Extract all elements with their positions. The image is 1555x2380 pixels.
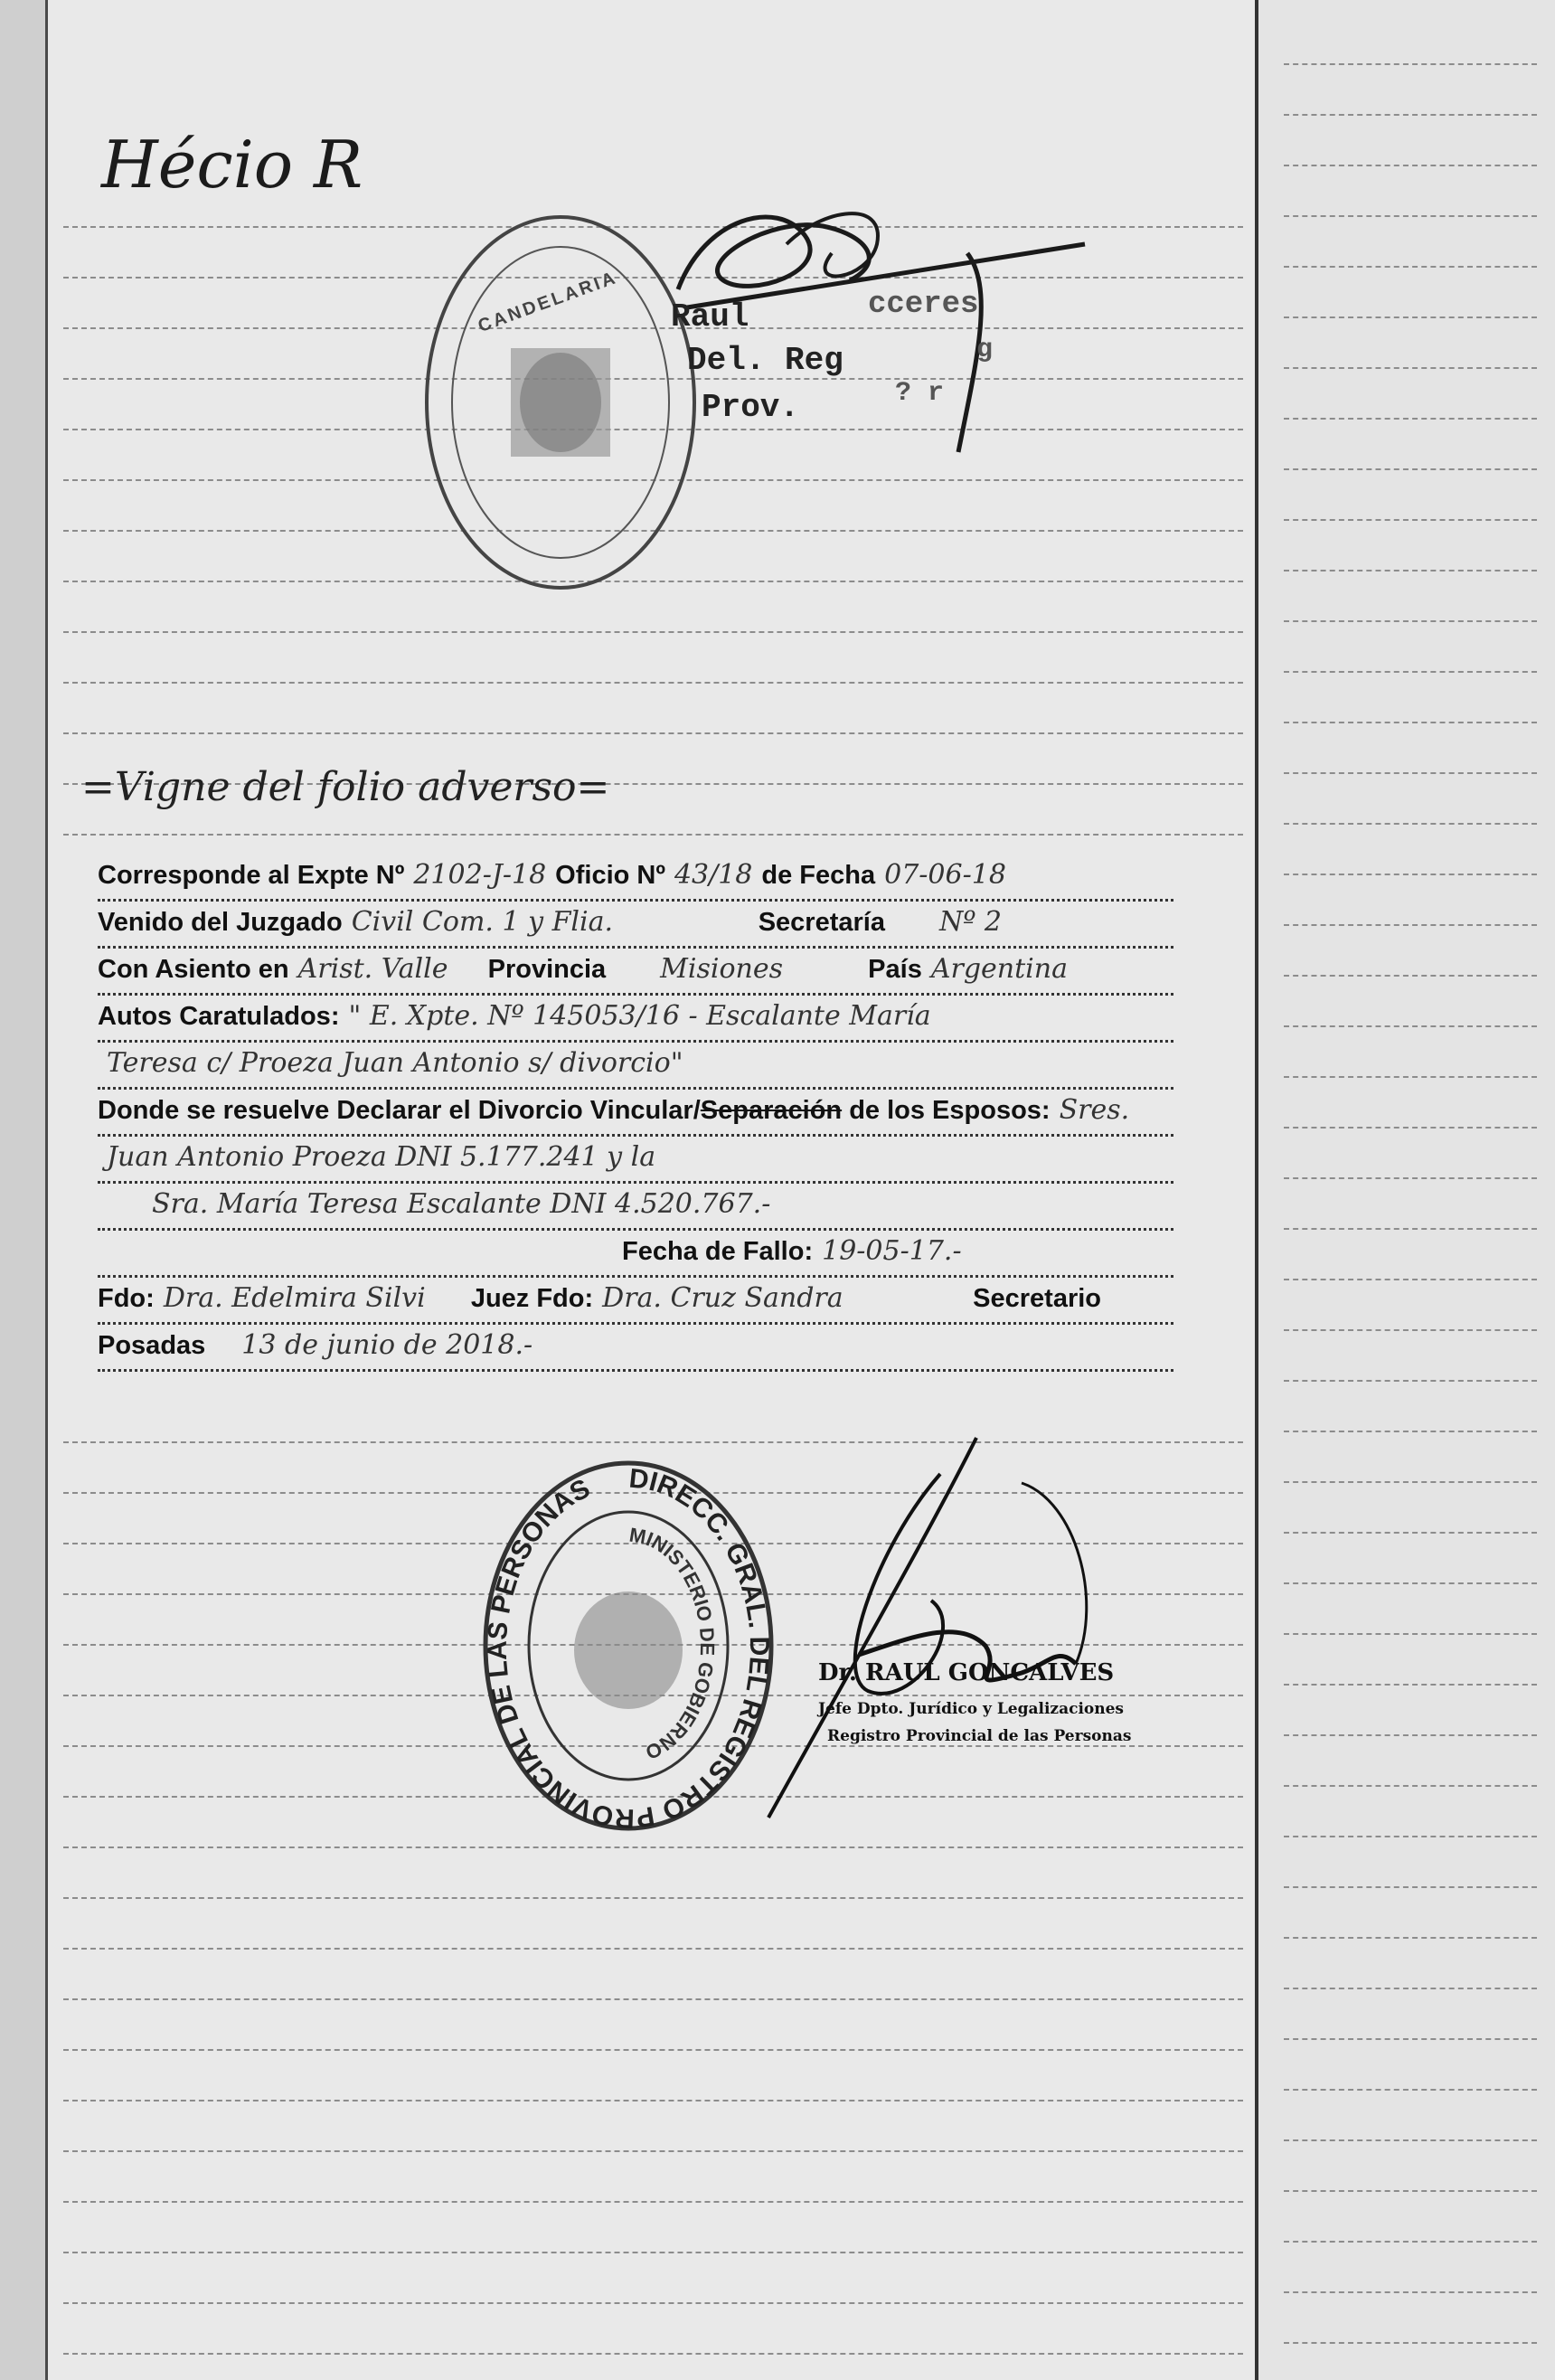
ruled-line [63, 2049, 1243, 2051]
margin-ruled-line [1284, 1329, 1537, 1331]
autos-label: Autos Caratulados: [98, 1002, 340, 1031]
fallo-label: Fecha de Fallo: [622, 1237, 814, 1266]
form-line-fallo [98, 1235, 1173, 1278]
pais-value: Argentina [930, 953, 1068, 985]
pais-label: País [868, 955, 922, 984]
form-line-asiento [98, 953, 1173, 996]
form-line-expte [98, 859, 1173, 902]
esposos-value-1: Juan Antonio Proeza DNI 5.177.241 y la [107, 1141, 656, 1173]
margin-ruled-line [1284, 1886, 1537, 1888]
provincia-value: Misiones [660, 953, 784, 985]
margin-ruled-line [1284, 570, 1537, 571]
fdo-value: Dra. Edelmira Silvi [163, 1282, 426, 1314]
ruled-line [63, 2100, 1243, 2101]
secretario-label: Secretario [973, 1284, 1102, 1313]
margin-ruled-line [1284, 1836, 1537, 1837]
margin-ruled-line [1284, 519, 1537, 521]
margin-ruled-line [1284, 316, 1537, 318]
margin-ruled-line [1284, 1988, 1537, 1989]
ruled-line [63, 834, 1243, 836]
margin-ruled-line [1284, 1177, 1537, 1179]
margin-ruled-line [1284, 1431, 1537, 1432]
margin-ruled-line [1284, 2190, 1537, 2192]
ruled-line [63, 732, 1243, 734]
margin-ruled-line [1284, 1127, 1537, 1129]
provincia-label: Provincia [487, 955, 607, 984]
margin-ruled-line [1284, 823, 1537, 825]
asiento-label: Con Asiento en [98, 955, 289, 984]
ruled-line [63, 2302, 1243, 2304]
typed-fragment-1: cceres [868, 288, 979, 322]
margin-ruled-line [1284, 1279, 1537, 1280]
margin-ruled-line [1284, 63, 1537, 65]
margin-ruled-line [1284, 722, 1537, 723]
margin-ruled-line [1284, 2038, 1537, 2040]
margin-divider [1255, 0, 1258, 2380]
fdo-label: Fdo: [98, 1284, 155, 1313]
juzgado-label: Venido del Juzgado [98, 908, 343, 937]
typed-fragment-3: ? r [895, 378, 945, 409]
margin-ruled-line [1284, 1076, 1537, 1078]
margin-ruled-line [1284, 1532, 1537, 1534]
form-line-fdo [98, 1282, 1173, 1325]
autos-value-2: Teresa c/ Proeza Juan Antonio s/ divorcio" [107, 1047, 683, 1079]
margin-ruled-line [1284, 1633, 1537, 1635]
donde-label-1: Donde se resuelve Declarar el Divorcio Vincular/ [98, 1096, 701, 1125]
ruled-line [63, 1846, 1243, 1848]
margin-ruled-line [1284, 924, 1537, 926]
fecha-value: 07-06-18 [884, 859, 1006, 891]
ruled-line [63, 682, 1243, 684]
ruled-line [63, 631, 1243, 633]
margin-ruled-line [1284, 772, 1537, 774]
autos-value-1: " E. Xpte. Nº 145053/16 - Escalante María [348, 1000, 931, 1032]
margin-ruled-line [1284, 165, 1537, 166]
seal-center-label: CANDELARIA [475, 267, 620, 337]
ruled-line [63, 1897, 1243, 1899]
margin-ruled-line [1284, 874, 1537, 875]
margin-ruled-line [1284, 1937, 1537, 1939]
margin-ruled-line [1284, 1785, 1537, 1787]
expte-label: Corresponde al Expte Nº [98, 861, 405, 890]
registry-seal-bottom [479, 1456, 778, 1836]
ruled-line [63, 2201, 1243, 2203]
seal-ring-text: DIRECC. GRAL. DEL REGISTRO PROVINCIAL DE LAS PERSONAS [482, 1463, 775, 1834]
right-margin-column [1258, 0, 1555, 2380]
oficio-value: 43/18 [674, 859, 753, 891]
margin-ruled-line [1284, 2241, 1537, 2243]
posadas-label: Posadas [98, 1331, 206, 1360]
handwritten-annotation-top: Hécio R [101, 127, 363, 203]
secretaria-value: Nº 2 [938, 906, 1002, 938]
ruled-line [63, 1948, 1243, 1950]
secretaria-label: Secretaría [758, 908, 885, 937]
margin-ruled-line [1284, 2089, 1537, 2091]
donde-value-0: Sres. [1059, 1094, 1130, 1126]
donde-label-2: de los Esposos: [849, 1096, 1051, 1125]
form-line-autos-2 [98, 1047, 1173, 1090]
ruled-line [63, 2252, 1243, 2253]
signatory-title-2: Registro Provincial de las Personas [827, 1727, 1132, 1745]
margin-ruled-line [1284, 1481, 1537, 1483]
margin-ruled-line [1284, 1684, 1537, 1686]
margin-ruled-line [1284, 2139, 1537, 2141]
margin-ruled-line [1284, 418, 1537, 420]
typed-line-2: Del. Reg [687, 342, 843, 379]
ruled-line [63, 1998, 1243, 2000]
fallo-value: 19-05-17.- [822, 1235, 962, 1267]
donde-label-strike: Separación [700, 1096, 843, 1125]
ruled-line [63, 2353, 1243, 2355]
asiento-value: Arist. Valle [297, 953, 448, 985]
form-line-esposos-2 [98, 1188, 1173, 1231]
margin-ruled-line [1284, 620, 1537, 622]
ruled-line [63, 2150, 1243, 2152]
oficio-label: Oficio Nº [555, 861, 665, 890]
fecha-label: de Fecha [761, 861, 876, 890]
handwritten-note: =Vigne del folio adverso= [81, 764, 610, 810]
expte-value: 2102-J-18 [413, 859, 547, 891]
juzgado-value: Civil Com. 1 y Flia. [351, 906, 613, 938]
registry-seal-top [420, 212, 701, 592]
margin-ruled-line [1284, 1582, 1537, 1584]
margin-ruled-line [1284, 1380, 1537, 1382]
margin-ruled-line [1284, 671, 1537, 673]
margin-ruled-line [1284, 975, 1537, 977]
form-line-autos [98, 1000, 1173, 1043]
form-line-esposos-1 [98, 1141, 1173, 1184]
form-line-posadas [98, 1329, 1173, 1372]
margin-ruled-line [1284, 468, 1537, 470]
posadas-value: 13 de junio de 2018.- [241, 1329, 533, 1361]
margin-ruled-line [1284, 367, 1537, 369]
signatory-name: Dr. RAUL GONCALVES [818, 1659, 1115, 1686]
page-left-edge [0, 0, 48, 2380]
margin-ruled-line [1284, 1025, 1537, 1027]
margin-ruled-line [1284, 1734, 1537, 1736]
juez-value: Dra. Cruz Sandra [602, 1282, 843, 1314]
margin-ruled-line [1284, 2291, 1537, 2293]
margin-ruled-line [1284, 215, 1537, 217]
signatory-title-1: Jefe Dpto. Jurídico y Legalizaciones [818, 1700, 1124, 1718]
margin-ruled-line [1284, 266, 1537, 268]
margin-ruled-line [1284, 114, 1537, 116]
form-line-donde [98, 1094, 1173, 1137]
juez-label: Juez Fdo: [470, 1284, 594, 1313]
seal-inner-text: MINISTERIO DE GOBIERNO [627, 1523, 720, 1764]
esposos-value-2: Sra. María Teresa Escalante DNI 4.520.767.- [152, 1188, 771, 1220]
form-line-juzgado [98, 906, 1173, 949]
margin-ruled-line [1284, 1228, 1537, 1230]
typed-line-1: Raul [671, 298, 749, 335]
typed-fragment-2: g [976, 335, 994, 365]
signature-bottom [750, 1420, 1115, 1827]
margin-ruled-line [1284, 2342, 1537, 2344]
typed-line-3: Prov. [702, 389, 800, 426]
